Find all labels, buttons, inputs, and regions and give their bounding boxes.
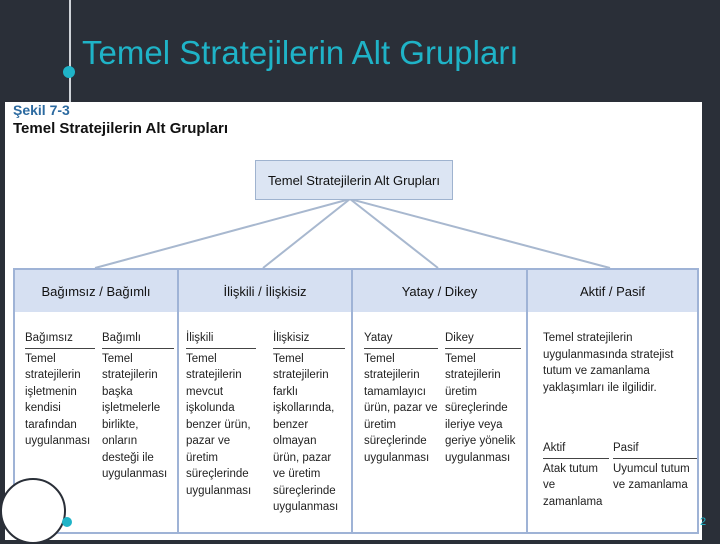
group-text: Temel stratejilerin işletmenin kendisi tarafından uygulanması — [25, 352, 91, 447]
group-pasif — [613, 440, 697, 494]
group-title: Aktif — [543, 440, 609, 459]
title-bullet-dot — [63, 66, 75, 78]
group-yatay — [364, 330, 438, 466]
group-title: Bağımsız — [25, 330, 95, 349]
column-divider — [526, 270, 528, 532]
group-text: Temel stratejilerin başka işletmelerle birlikte, onların desteği ile uygulanması — [102, 352, 168, 480]
group-title: Dikey — [445, 330, 521, 349]
group-text: Atak tutum ve zamanlama — [543, 462, 603, 508]
group-bagimli — [102, 330, 174, 483]
group-title: İlişkisiz — [273, 330, 345, 349]
group-iliskisiz — [273, 330, 345, 516]
column-divider — [351, 270, 353, 532]
column-header-aktif-pasif: Aktif / Pasif — [528, 270, 697, 312]
column-header-iliskili-iliskisiz: İlişkili / İlişkisiz — [179, 270, 351, 312]
group-text: Uyumcul tutum ve zamanlama — [613, 462, 690, 491]
group-title: Yatay — [364, 330, 438, 349]
group-bagimsiz — [25, 330, 95, 450]
group-dikey — [445, 330, 521, 466]
group-text: Temel stratejilerin mevcut işkolunda benzer ürün, pazar ve üretim süreçlerinde uygulanması — [186, 352, 252, 497]
figure-title: Temel Stratejilerin Alt Grupları — [13, 120, 229, 137]
decorative-circle — [0, 478, 66, 544]
decorative-teal-dot — [62, 517, 72, 527]
group-text: Temel stratejilerin farklı işkollarında, benzer olmayan ürün, pazar ve üretim süreçlerinde uygulanması — [273, 352, 339, 513]
group-title: İlişkili — [186, 330, 256, 349]
group-text: Temel stratejilerin üretim süreçlerinde ileriye veya geriye yönelik uygulanması — [445, 352, 516, 464]
column-header-yatay-dikey: Yatay / Dikey — [353, 270, 526, 312]
group-aktif — [543, 440, 609, 510]
figure-panel — [5, 102, 702, 540]
root-node: Temel Stratejilerin Alt Grupları — [255, 160, 453, 200]
slide-title: Temel Stratejilerin Alt Grupları — [82, 34, 519, 71]
group-title: Pasif — [613, 440, 697, 459]
column-divider — [177, 270, 179, 532]
group-iliskili — [186, 330, 256, 499]
page-number: 2 — [700, 516, 707, 528]
aktif-pasif-intro: Temel stratejilerin uygulanmasında stratejist tutum ve zamanlama yaklaşımları ile ilgilidir. — [543, 332, 674, 394]
group-text: Temel stratejilerin tamamlayıcı ürün, pazar ve üretim süreçlerinde uygulanması — [364, 352, 438, 464]
column-header-bagimsiz-bagimli: Bağımsız / Bağımlı — [15, 270, 177, 312]
figure-label: Şekil 7-3 — [13, 102, 70, 118]
group-title: Bağımlı — [102, 330, 174, 349]
decorative-vertical-line — [69, 0, 71, 102]
